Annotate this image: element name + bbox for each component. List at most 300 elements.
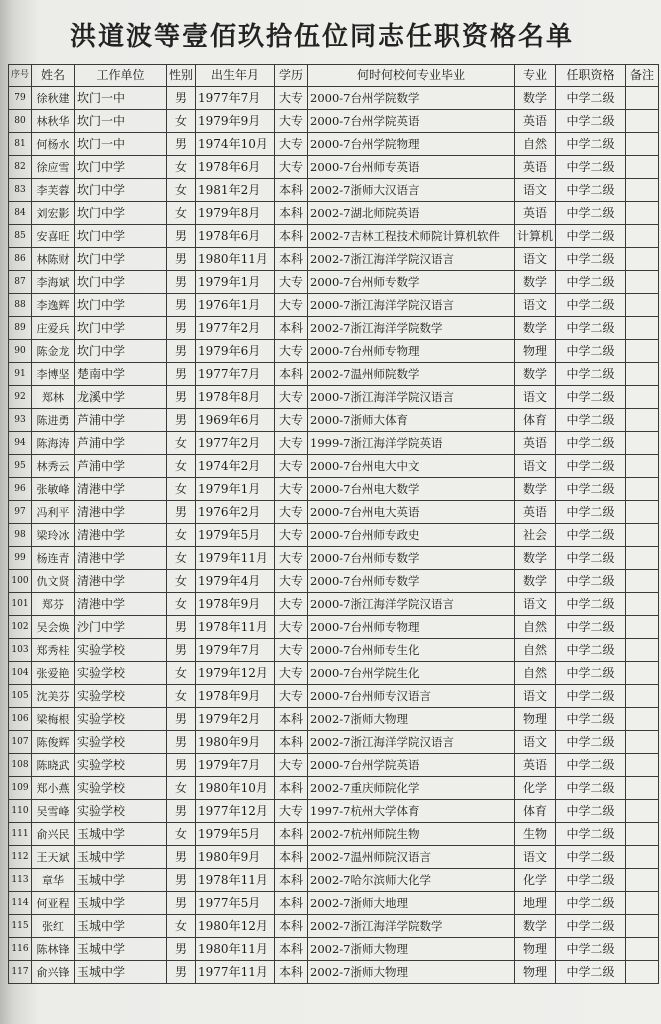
table-row <box>9 570 659 593</box>
remarks-cell <box>626 800 659 823</box>
birth-date-cell: 1974年2月 <box>196 455 275 478</box>
gender-cell: 男 <box>167 271 196 294</box>
table-row <box>9 455 659 478</box>
birth-date-cell: 1978年11月 <box>196 616 275 639</box>
graduation-info-cell: 1997-7杭州大学体育 <box>308 800 515 823</box>
major-cell: 语文 <box>515 846 556 869</box>
gender-cell: 男 <box>167 616 196 639</box>
header-remarks: 备注 <box>626 65 659 87</box>
qualification-cell: 中学二级 <box>556 639 626 662</box>
remarks-cell <box>626 961 659 984</box>
header-row <box>9 65 659 87</box>
qualification-cell: 中学二级 <box>556 961 626 984</box>
graduation-info-cell: 2002-7浙师大物理 <box>308 708 515 731</box>
graduation-info-cell: 2002-7吉林工程技术师院计算机软件 <box>308 225 515 248</box>
remarks-cell <box>626 915 659 938</box>
remarks-cell <box>626 662 659 685</box>
major-cell: 数学 <box>515 915 556 938</box>
table-row <box>9 248 659 271</box>
education-cell: 本科 <box>275 915 308 938</box>
header-graduation: 何时何校何专业毕业 <box>308 65 515 87</box>
qualification-cell: 中学二级 <box>556 501 626 524</box>
work-unit-cell: 清港中学 <box>75 524 167 547</box>
table-row <box>9 202 659 225</box>
remarks-cell <box>626 616 659 639</box>
work-unit-cell: 玉城中学 <box>75 961 167 984</box>
major-cell: 语文 <box>515 179 556 202</box>
work-unit-cell: 清港中学 <box>75 570 167 593</box>
row-no-cell: 87 <box>9 271 32 294</box>
row-no-cell: 91 <box>9 363 32 386</box>
gender-cell: 女 <box>167 823 196 846</box>
major-cell: 英语 <box>515 432 556 455</box>
person-name-cell: 仇文贤 <box>32 570 75 593</box>
education-cell: 本科 <box>275 846 308 869</box>
birth-date-cell: 1978年9月 <box>196 685 275 708</box>
birth-date-cell: 1977年5月 <box>196 892 275 915</box>
work-unit-cell: 清港中学 <box>75 593 167 616</box>
major-cell: 自然 <box>515 639 556 662</box>
gender-cell: 女 <box>167 156 196 179</box>
major-cell: 语文 <box>515 593 556 616</box>
table-row <box>9 639 659 662</box>
qualification-cell: 中学二级 <box>556 547 626 570</box>
major-cell: 英语 <box>515 156 556 179</box>
person-name-cell: 郑秀桂 <box>32 639 75 662</box>
birth-date-cell: 1977年2月 <box>196 317 275 340</box>
remarks-cell <box>626 156 659 179</box>
person-name-cell: 陈晓武 <box>32 754 75 777</box>
person-name-cell: 沈美芬 <box>32 685 75 708</box>
qualification-cell: 中学二级 <box>556 938 626 961</box>
graduation-info-cell: 2000-7台州电大数学 <box>308 478 515 501</box>
education-cell: 大专 <box>275 133 308 156</box>
major-cell: 英语 <box>515 501 556 524</box>
graduation-info-cell: 2002-7浙江海洋学院数学 <box>308 915 515 938</box>
birth-date-cell: 1979年1月 <box>196 478 275 501</box>
birth-date-cell: 1969年6月 <box>196 409 275 432</box>
birth-date-cell: 1979年7月 <box>196 754 275 777</box>
birth-date-cell: 1979年8月 <box>196 202 275 225</box>
qualification-cell: 中学二级 <box>556 685 626 708</box>
work-unit-cell: 坎门中学 <box>75 317 167 340</box>
education-cell: 大专 <box>275 455 308 478</box>
major-cell: 地理 <box>515 892 556 915</box>
table-row <box>9 432 659 455</box>
person-name-cell: 李海斌 <box>32 271 75 294</box>
graduation-info-cell: 2000-7台州电大中文 <box>308 455 515 478</box>
gender-cell: 女 <box>167 570 196 593</box>
graduation-info-cell: 2000-7浙江海洋学院汉语言 <box>308 593 515 616</box>
table-row <box>9 846 659 869</box>
work-unit-cell: 坎门中学 <box>75 156 167 179</box>
row-no-cell: 106 <box>9 708 32 731</box>
qualification-cell: 中学二级 <box>556 570 626 593</box>
major-cell: 语文 <box>515 455 556 478</box>
graduation-info-cell: 2002-7浙师大地理 <box>308 892 515 915</box>
qualification-cell: 中学二级 <box>556 754 626 777</box>
major-cell: 语文 <box>515 386 556 409</box>
remarks-cell <box>626 823 659 846</box>
major-cell: 数学 <box>515 570 556 593</box>
major-cell: 化学 <box>515 777 556 800</box>
major-cell: 语文 <box>515 685 556 708</box>
person-name-cell: 张红 <box>32 915 75 938</box>
gender-cell: 男 <box>167 386 196 409</box>
graduation-info-cell: 2002-7浙江海洋学院汉语言 <box>308 248 515 271</box>
table-row <box>9 340 659 363</box>
person-name-cell: 章华 <box>32 869 75 892</box>
row-no-cell: 88 <box>9 294 32 317</box>
major-cell: 物理 <box>515 708 556 731</box>
person-name-cell: 林陈财 <box>32 248 75 271</box>
gender-cell: 女 <box>167 685 196 708</box>
table-row <box>9 133 659 156</box>
education-cell: 本科 <box>275 363 308 386</box>
remarks-cell <box>626 133 659 156</box>
qualification-cell: 中学二级 <box>556 593 626 616</box>
birth-date-cell: 1979年6月 <box>196 340 275 363</box>
table-row <box>9 685 659 708</box>
person-name-cell: 王天斌 <box>32 846 75 869</box>
work-unit-cell: 清港中学 <box>75 501 167 524</box>
birth-date-cell: 1977年12月 <box>196 800 275 823</box>
remarks-cell <box>626 179 659 202</box>
education-cell: 大专 <box>275 271 308 294</box>
row-no-cell: 85 <box>9 225 32 248</box>
gender-cell: 男 <box>167 133 196 156</box>
row-no-cell: 107 <box>9 731 32 754</box>
work-unit-cell: 玉城中学 <box>75 823 167 846</box>
header-name: 姓名 <box>32 65 75 87</box>
education-cell: 大专 <box>275 662 308 685</box>
qualification-cell: 中学二级 <box>556 294 626 317</box>
work-unit-cell: 芦浦中学 <box>75 409 167 432</box>
remarks-cell <box>626 777 659 800</box>
education-cell: 大专 <box>275 340 308 363</box>
row-no-cell: 83 <box>9 179 32 202</box>
work-unit-cell: 玉城中学 <box>75 869 167 892</box>
graduation-info-cell: 2002-7浙江海洋学院数学 <box>308 317 515 340</box>
education-cell: 本科 <box>275 731 308 754</box>
table-row <box>9 386 659 409</box>
birth-date-cell: 1979年5月 <box>196 823 275 846</box>
major-cell: 英语 <box>515 202 556 225</box>
education-cell: 大专 <box>275 639 308 662</box>
qualification-cell: 中学二级 <box>556 409 626 432</box>
birth-date-cell: 1979年9月 <box>196 110 275 133</box>
graduation-info-cell: 2000-7台州学院生化 <box>308 662 515 685</box>
remarks-cell <box>626 110 659 133</box>
person-name-cell: 郑小燕 <box>32 777 75 800</box>
work-unit-cell: 玉城中学 <box>75 846 167 869</box>
major-cell: 体育 <box>515 800 556 823</box>
major-cell: 物理 <box>515 961 556 984</box>
row-no-cell: 92 <box>9 386 32 409</box>
qualification-cell: 中学二级 <box>556 225 626 248</box>
row-no-cell: 94 <box>9 432 32 455</box>
row-no-cell: 113 <box>9 869 32 892</box>
birth-date-cell: 1981年2月 <box>196 179 275 202</box>
gender-cell: 男 <box>167 938 196 961</box>
major-cell: 社会 <box>515 524 556 547</box>
remarks-cell <box>626 892 659 915</box>
qualification-cell: 中学二级 <box>556 869 626 892</box>
header-education: 学历 <box>275 65 308 87</box>
remarks-cell <box>626 501 659 524</box>
education-cell: 大专 <box>275 87 308 110</box>
work-unit-cell: 坎门中学 <box>75 294 167 317</box>
table-body <box>9 87 659 984</box>
qualification-cell: 中学二级 <box>556 248 626 271</box>
work-unit-cell: 实验学校 <box>75 800 167 823</box>
education-cell: 本科 <box>275 202 308 225</box>
remarks-cell <box>626 685 659 708</box>
row-no-cell: 98 <box>9 524 32 547</box>
education-cell: 大专 <box>275 409 308 432</box>
graduation-info-cell: 2000-7浙江海洋学院汉语言 <box>308 294 515 317</box>
birth-date-cell: 1979年4月 <box>196 570 275 593</box>
work-unit-cell: 坎门中学 <box>75 225 167 248</box>
person-name-cell: 陈进勇 <box>32 409 75 432</box>
education-cell: 大专 <box>275 501 308 524</box>
major-cell: 语文 <box>515 294 556 317</box>
header-major: 专业 <box>515 65 556 87</box>
person-name-cell: 陈林锋 <box>32 938 75 961</box>
education-cell: 大专 <box>275 294 308 317</box>
major-cell: 数学 <box>515 87 556 110</box>
education-cell: 大专 <box>275 800 308 823</box>
education-cell: 本科 <box>275 869 308 892</box>
row-no-cell: 84 <box>9 202 32 225</box>
education-cell: 大专 <box>275 685 308 708</box>
row-no-cell: 89 <box>9 317 32 340</box>
qualification-cell: 中学二级 <box>556 662 626 685</box>
qualification-cell: 中学二级 <box>556 386 626 409</box>
person-name-cell: 吴雪峰 <box>32 800 75 823</box>
work-unit-cell: 龙溪中学 <box>75 386 167 409</box>
gender-cell: 男 <box>167 340 196 363</box>
person-name-cell: 林秋华 <box>32 110 75 133</box>
birth-date-cell: 1980年9月 <box>196 846 275 869</box>
person-name-cell: 何杨水 <box>32 133 75 156</box>
row-no-cell: 97 <box>9 501 32 524</box>
qualification-cell: 中学二级 <box>556 87 626 110</box>
work-unit-cell: 坎门中学 <box>75 248 167 271</box>
major-cell: 物理 <box>515 340 556 363</box>
person-name-cell: 郑林 <box>32 386 75 409</box>
person-name-cell: 李芙蓉 <box>32 179 75 202</box>
work-unit-cell: 实验学校 <box>75 731 167 754</box>
remarks-cell <box>626 639 659 662</box>
person-name-cell: 俞兴锋 <box>32 961 75 984</box>
work-unit-cell: 玉城中学 <box>75 938 167 961</box>
qualification-cell: 中学二级 <box>556 455 626 478</box>
row-no-cell: 110 <box>9 800 32 823</box>
graduation-info-cell: 2000-7台州师专数学 <box>308 570 515 593</box>
gender-cell: 男 <box>167 501 196 524</box>
graduation-info-cell: 2000-7台州师专数学 <box>308 271 515 294</box>
table-row <box>9 179 659 202</box>
remarks-cell <box>626 363 659 386</box>
education-cell: 本科 <box>275 248 308 271</box>
gender-cell: 女 <box>167 662 196 685</box>
education-cell: 本科 <box>275 961 308 984</box>
remarks-cell <box>626 846 659 869</box>
graduation-info-cell: 2000-7台州师专物理 <box>308 616 515 639</box>
gender-cell: 男 <box>167 294 196 317</box>
gender-cell: 男 <box>167 754 196 777</box>
graduation-info-cell: 2000-7台州学院英语 <box>308 754 515 777</box>
work-unit-cell: 坎门一中 <box>75 110 167 133</box>
birth-date-cell: 1977年7月 <box>196 363 275 386</box>
birth-date-cell: 1977年11月 <box>196 961 275 984</box>
education-cell: 本科 <box>275 938 308 961</box>
gender-cell: 女 <box>167 524 196 547</box>
qualification-cell: 中学二级 <box>556 156 626 179</box>
qualification-cell: 中学二级 <box>556 915 626 938</box>
education-cell: 本科 <box>275 179 308 202</box>
major-cell: 数学 <box>515 547 556 570</box>
gender-cell: 男 <box>167 892 196 915</box>
birth-date-cell: 1976年1月 <box>196 294 275 317</box>
work-unit-cell: 芦浦中学 <box>75 432 167 455</box>
remarks-cell <box>626 547 659 570</box>
graduation-info-cell: 2002-7湖北师院英语 <box>308 202 515 225</box>
graduation-info-cell: 2000-7台州电大英语 <box>308 501 515 524</box>
graduation-info-cell: 2002-7温州师院汉语言 <box>308 846 515 869</box>
major-cell: 英语 <box>515 754 556 777</box>
major-cell: 化学 <box>515 869 556 892</box>
gender-cell: 女 <box>167 547 196 570</box>
major-cell: 自然 <box>515 662 556 685</box>
person-name-cell: 陈俊辉 <box>32 731 75 754</box>
work-unit-cell: 实验学校 <box>75 777 167 800</box>
table-row <box>9 938 659 961</box>
person-name-cell: 陈海涛 <box>32 432 75 455</box>
qualification-cell: 中学二级 <box>556 363 626 386</box>
person-name-cell: 徐秋建 <box>32 87 75 110</box>
person-name-cell: 梁玲冰 <box>32 524 75 547</box>
remarks-cell <box>626 754 659 777</box>
row-no-cell: 82 <box>9 156 32 179</box>
header-gender: 性别 <box>167 65 196 87</box>
birth-date-cell: 1978年11月 <box>196 869 275 892</box>
birth-date-cell: 1978年8月 <box>196 386 275 409</box>
remarks-cell <box>626 271 659 294</box>
qualification-cell: 中学二级 <box>556 432 626 455</box>
education-cell: 大专 <box>275 432 308 455</box>
graduation-info-cell: 2000-7浙师大体育 <box>308 409 515 432</box>
birth-date-cell: 1980年9月 <box>196 731 275 754</box>
gender-cell: 女 <box>167 202 196 225</box>
qualification-cell: 中学二级 <box>556 133 626 156</box>
remarks-cell <box>626 524 659 547</box>
gender-cell: 女 <box>167 478 196 501</box>
row-no-cell: 108 <box>9 754 32 777</box>
table-row <box>9 593 659 616</box>
birth-date-cell: 1979年12月 <box>196 662 275 685</box>
birth-date-cell: 1978年6月 <box>196 156 275 179</box>
gender-cell: 女 <box>167 915 196 938</box>
table-row <box>9 524 659 547</box>
graduation-info-cell: 2002-7重庆师院化学 <box>308 777 515 800</box>
remarks-cell <box>626 570 659 593</box>
qualification-cell: 中学二级 <box>556 179 626 202</box>
row-no-cell: 104 <box>9 662 32 685</box>
table-row <box>9 777 659 800</box>
work-unit-cell: 实验学校 <box>75 639 167 662</box>
work-unit-cell: 坎门中学 <box>75 271 167 294</box>
work-unit-cell: 沙门中学 <box>75 616 167 639</box>
row-no-cell: 79 <box>9 87 32 110</box>
person-name-cell: 张敏峰 <box>32 478 75 501</box>
gender-cell: 男 <box>167 639 196 662</box>
person-name-cell: 庄爱兵 <box>32 317 75 340</box>
row-no-cell: 81 <box>9 133 32 156</box>
person-name-cell: 何亚程 <box>32 892 75 915</box>
table-row <box>9 708 659 731</box>
birth-date-cell: 1974年10月 <box>196 133 275 156</box>
work-unit-cell: 芦浦中学 <box>75 455 167 478</box>
graduation-info-cell: 2002-7浙师大汉语言 <box>308 179 515 202</box>
qualification-cell: 中学二级 <box>556 524 626 547</box>
work-unit-cell: 坎门一中 <box>75 133 167 156</box>
birth-date-cell: 1979年5月 <box>196 524 275 547</box>
education-cell: 大专 <box>275 754 308 777</box>
major-cell: 英语 <box>515 110 556 133</box>
education-cell: 本科 <box>275 823 308 846</box>
row-no-cell: 105 <box>9 685 32 708</box>
graduation-info-cell: 2000-7台州师专数学 <box>308 547 515 570</box>
remarks-cell <box>626 225 659 248</box>
birth-date-cell: 1979年11月 <box>196 547 275 570</box>
education-cell: 大专 <box>275 547 308 570</box>
table-row <box>9 800 659 823</box>
qualification-cell: 中学二级 <box>556 777 626 800</box>
table-row <box>9 616 659 639</box>
remarks-cell <box>626 294 659 317</box>
qualification-cell: 中学二级 <box>556 846 626 869</box>
education-cell: 大专 <box>275 478 308 501</box>
row-no-cell: 117 <box>9 961 32 984</box>
gender-cell: 男 <box>167 409 196 432</box>
birth-date-cell: 1979年1月 <box>196 271 275 294</box>
graduation-info-cell: 2000-7台州学院英语 <box>308 110 515 133</box>
remarks-cell <box>626 87 659 110</box>
table-row <box>9 156 659 179</box>
remarks-cell <box>626 386 659 409</box>
qualification-cell: 中学二级 <box>556 271 626 294</box>
major-cell: 数学 <box>515 478 556 501</box>
major-cell: 自然 <box>515 616 556 639</box>
row-no-cell: 95 <box>9 455 32 478</box>
graduation-info-cell: 2000-7台州师专政史 <box>308 524 515 547</box>
work-unit-cell: 坎门中学 <box>75 202 167 225</box>
table-row <box>9 110 659 133</box>
gender-cell: 男 <box>167 248 196 271</box>
person-name-cell: 安喜旺 <box>32 225 75 248</box>
graduation-info-cell: 2000-7台州学院数学 <box>308 87 515 110</box>
qualification-cell: 中学二级 <box>556 892 626 915</box>
table-row <box>9 892 659 915</box>
gender-cell: 女 <box>167 455 196 478</box>
header-qualification: 任职资格 <box>556 65 626 87</box>
gender-cell: 女 <box>167 593 196 616</box>
birth-date-cell: 1977年7月 <box>196 87 275 110</box>
table-row <box>9 409 659 432</box>
education-cell: 大专 <box>275 386 308 409</box>
